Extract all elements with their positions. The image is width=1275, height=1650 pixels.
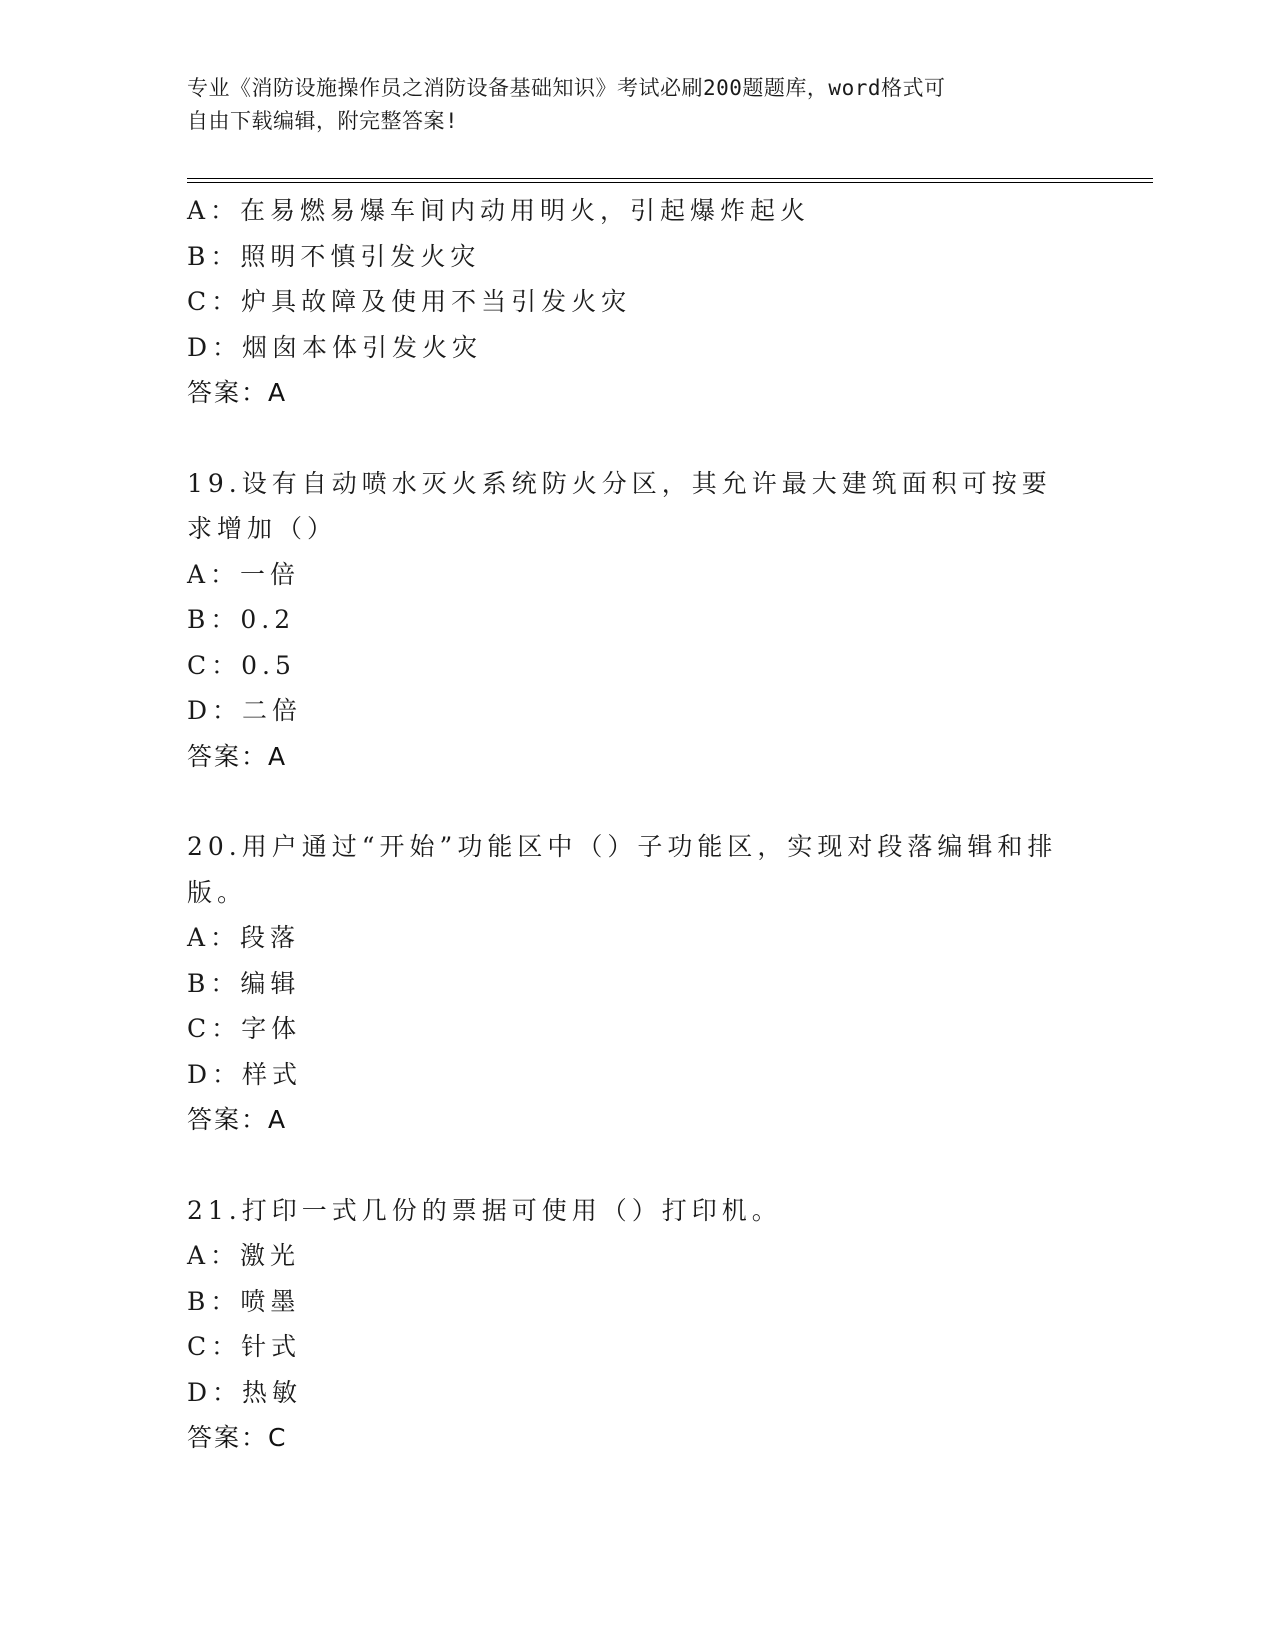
option-d: D：二倍 (187, 696, 303, 725)
spacer (187, 416, 1087, 461)
header-line-1: 专业《消防设施操作员之消防设备基础知识》考试必刷200题题库，word格式可 (187, 76, 946, 100)
header-divider-bottom (187, 182, 1153, 183)
question-block-18 (187, 188, 1087, 416)
question-list (187, 188, 1087, 1461)
option-d: D：热敏 (187, 1377, 303, 1407)
option-b: B：0.2 (187, 605, 296, 634)
option-c: C：针式 (187, 1332, 302, 1361)
header-divider-top (187, 178, 1153, 179)
option-a: A：段落 (187, 923, 301, 952)
document-header (187, 72, 1067, 138)
option-d: D：样式 (187, 1059, 303, 1089)
question-text: 19.设有自动喷水灭火系统防火分区，其允许最大建筑面积可按要求增加（） (187, 468, 1052, 543)
answer-line: 答案：A (187, 1105, 288, 1134)
answer-line: 答案：A (187, 378, 288, 407)
option-c: C：炉具故障及使用不当引发火灾 (187, 287, 632, 316)
question-block-19 (187, 461, 1087, 780)
spacer (187, 779, 1087, 824)
question-block-21 (187, 1188, 1087, 1461)
option-b: B：照明不慎引发火灾 (187, 241, 481, 271)
option-b: B：喷墨 (187, 1286, 301, 1316)
option-a: A：激光 (187, 1241, 301, 1270)
question-block-20 (187, 824, 1087, 1143)
option-c: C：0.5 (187, 650, 296, 680)
answer-line: 答案：C (187, 1423, 288, 1452)
option-a: A：在易燃易爆车间内动用明火，引起爆炸起火 (187, 196, 811, 225)
option-c: C：字体 (187, 1014, 302, 1043)
option-a: A：一倍 (187, 559, 301, 589)
question-text: 21.打印一式几份的票据可使用（）打印机。 (187, 1195, 782, 1225)
option-b: B：编辑 (187, 968, 301, 998)
header-line-2: 自由下载编辑，附完整答案! (187, 109, 459, 133)
spacer (187, 1143, 1087, 1188)
answer-line: 答案：A (187, 741, 288, 771)
question-text: 20.用户通过“开始”功能区中（）子功能区，实现对段落编辑和排版。 (187, 832, 1058, 907)
option-d: D：烟囱本体引发火灾 (187, 332, 483, 362)
